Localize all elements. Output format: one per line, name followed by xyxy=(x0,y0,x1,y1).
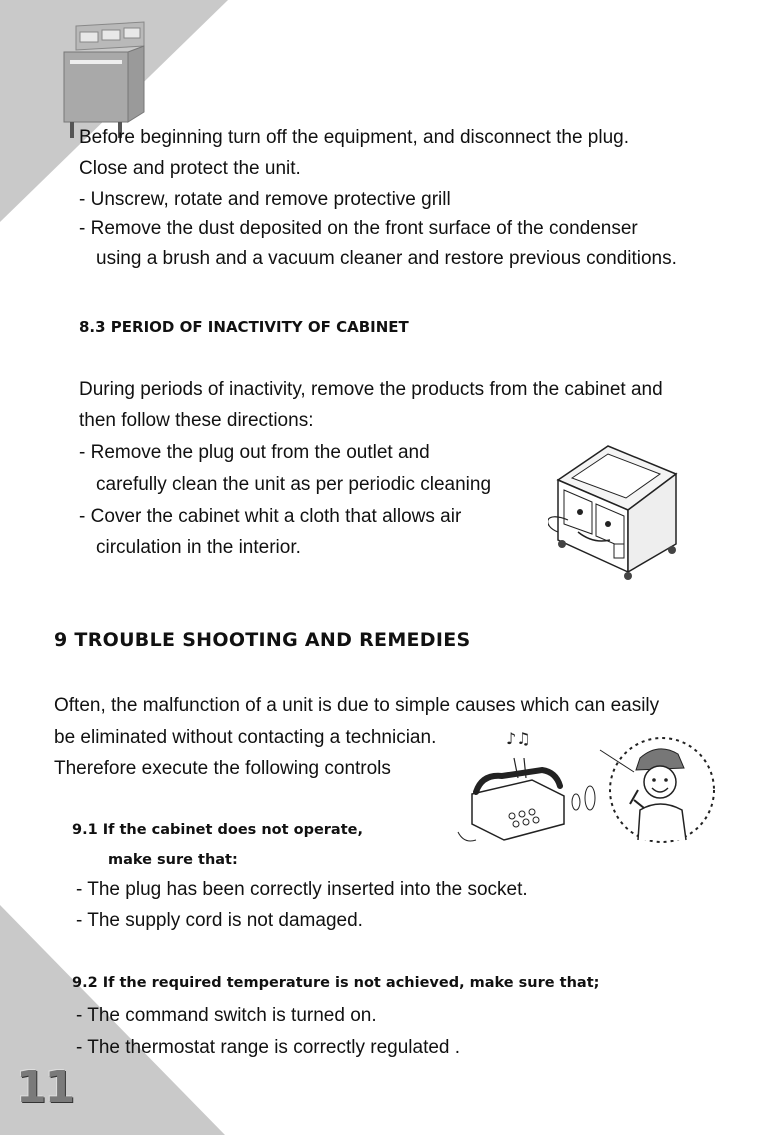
bullet-line: - Unscrew, rotate and remove protective grill xyxy=(79,189,451,210)
bullet-line: - The supply cord is not damaged. xyxy=(76,910,363,931)
text-line: then follow these directions: xyxy=(79,410,314,431)
bullet-line: - The plug has been correctly inserted into the socket. xyxy=(76,879,528,900)
bullet-line: - The thermostat range is correctly regulated . xyxy=(76,1037,461,1058)
bullet-continuation: using a brush and a vacuum cleaner and restore previous conditions. xyxy=(96,248,677,269)
bullet-line: - Remove the dust deposited on the front surface of the condenser xyxy=(79,218,638,239)
text-line: Before beginning turn off the equipment, and disconnect the plug. xyxy=(79,127,629,148)
text-line: Therefore execute the following controls xyxy=(54,758,391,779)
bullet-continuation: circulation in the interior. xyxy=(96,537,301,558)
text-line: be eliminated without contacting a technician. xyxy=(54,727,437,748)
section-heading-8-3: 8.3 PERIOD OF INACTIVITY OF CABINET xyxy=(79,318,409,336)
telephone-technician-illustration xyxy=(452,728,717,853)
section-heading-9-1-cont: make sure that: xyxy=(108,852,238,868)
bullet-continuation: carefully clean the unit as per periodic cleaning xyxy=(96,474,492,495)
text-line: Often, the malfunction of a unit is due to simple causes which can easily xyxy=(54,695,660,716)
svg-text:♪♫: ♪♫ xyxy=(506,729,531,748)
section-heading-9-1: 9.1 If the cabinet does not operate, xyxy=(72,822,363,838)
bullet-line: - Remove the plug out from the outlet and xyxy=(79,442,430,463)
bullet-line: - Cover the cabinet whit a cloth that allows air xyxy=(79,506,462,527)
text-line: Close and protect the unit. xyxy=(79,158,301,179)
page-number: 11 xyxy=(16,1062,74,1113)
section-heading-9-2: 9.2 If the required temperature is not achieved, make sure that; xyxy=(72,975,600,991)
section-heading-9: 9 TROUBLE SHOOTING AND REMEDIES xyxy=(54,629,471,651)
text-line: During periods of inactivity, remove the products from the cabinet and xyxy=(79,379,663,400)
bullet-line: - The command switch is turned on. xyxy=(76,1005,377,1026)
smiling-cabinet-unplugged-illustration xyxy=(548,440,683,585)
